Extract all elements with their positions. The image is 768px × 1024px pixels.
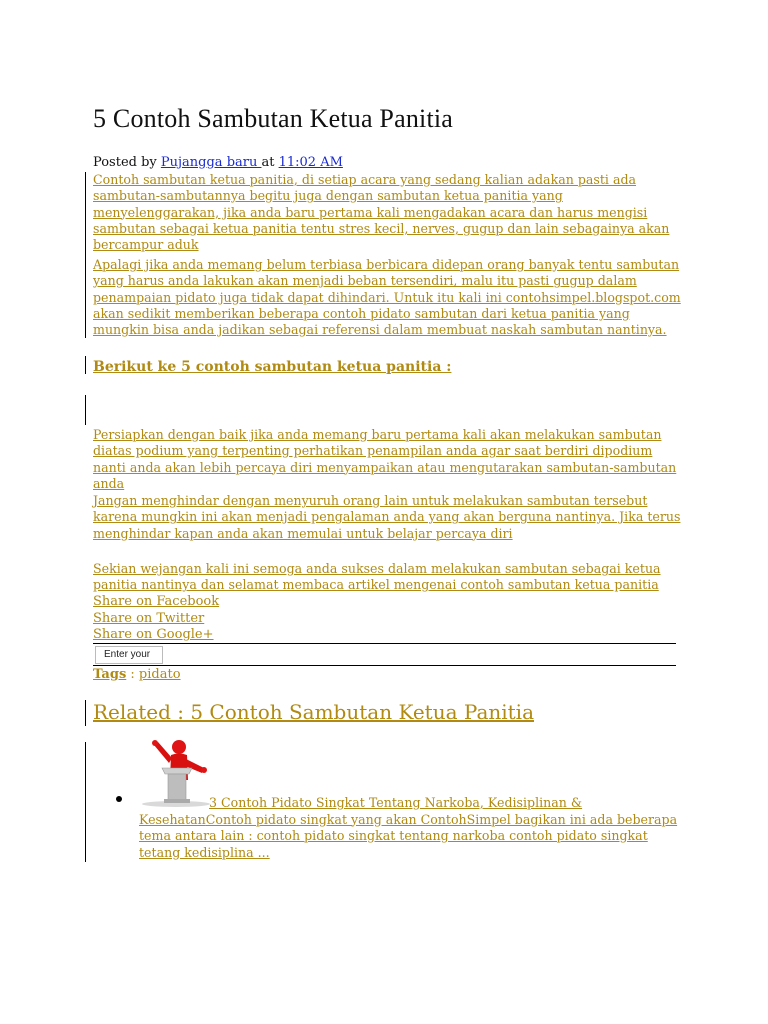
divider-bottom bbox=[93, 665, 676, 666]
closing-paragraph[interactable]: Sekian wejangan kali ini semoga anda sukses dalam melakukan sambutan sebagai ketua panitia nantinya dan selamat membaca artikel mengenai contoh sambutan ketua panitia bbox=[93, 561, 661, 593]
comment-input[interactable]: Enter your bbox=[95, 646, 163, 664]
tags-line bbox=[93, 667, 181, 682]
post-title: 5 Contoh Sambutan Ketua Panitia bbox=[93, 104, 454, 133]
tags-label: Tags bbox=[93, 667, 127, 682]
share-facebook-link[interactable]: Share on Facebook bbox=[93, 594, 220, 609]
left-border-list bbox=[85, 742, 86, 862]
intro-paragraph-2[interactable]: Apalagi jika anda memang belum terbiasa berbicara didepan orang banyak tentu sambutan yang harus anda lakukan akan menjadi beban tersendiri, malu itu pasti gugup dalam penampaian pidato juga tidak dapat dihindari. Untuk itu kali ini contohsimpel.blogspot.com akan sedikit memberikan beberapa contoh pidato sambutan dari ketua panitia yang mungkin bisa anda jadikan sebagai referensi dalam membuat naskah sambutan nantinya. bbox=[93, 257, 681, 338]
share-twitter-link[interactable]: Share on Twitter bbox=[93, 611, 205, 626]
list-bullet bbox=[116, 796, 122, 802]
related-item-title[interactable]: 3 Contoh Pidato Singkat Tentang Narkoba, Kedisiplinan & Kesehatan bbox=[139, 795, 583, 827]
tip-paragraph-2[interactable]: Jangan menghindar dengan menyuruh orang lain untuk melakukan sambutan tersebut karena mungkin ini akan menjadi pengalaman anda yang akan berguna nantinya. Jika terus menghindar kapan anda akan memulai untuk belajar percaya diri bbox=[93, 493, 681, 541]
tag-link-pidato[interactable]: pidato bbox=[138, 667, 181, 682]
related-item-excerpt[interactable]: Contoh pidato singkat yang akan ContohSimpel bagikan ini ada beberapa tema antara lain : contoh pidato singkat tentang narkoba contoh pidato singkat tetang kedisiplina ... bbox=[139, 811, 678, 860]
left-border-related bbox=[85, 700, 86, 726]
share-google-link[interactable]: Share on Google+ bbox=[93, 627, 214, 642]
left-border-subhead bbox=[85, 356, 86, 374]
tip-paragraph-1[interactable]: Persiapkan dengan baik jika anda memang baru pertama kali akan melakukan sambutan diatas podium yang terpenting perhatikan penampilan anda agar saat berdiri dipodium nanti anda akan lebih percaya diri menyampaikan atau mengutarakan sambutan-sambutan anda bbox=[93, 427, 677, 491]
time-link[interactable]: 11:02 AM bbox=[278, 155, 343, 170]
byline-at: at bbox=[261, 155, 279, 170]
left-border-top bbox=[85, 172, 86, 338]
tags-sep: : bbox=[126, 667, 139, 682]
left-border-mid bbox=[85, 395, 86, 425]
related-item[interactable] bbox=[139, 795, 679, 861]
list-subheading[interactable]: Berikut ke 5 contoh sambutan ketua panitia : bbox=[93, 359, 452, 375]
byline-prefix: Posted by bbox=[93, 155, 161, 170]
related-heading[interactable]: Related : 5 Contoh Sambutan Ketua Panitia bbox=[93, 700, 534, 724]
byline bbox=[93, 155, 343, 170]
author-link[interactable]: Pujangga baru bbox=[160, 155, 262, 170]
intro-paragraph-1[interactable]: Contoh sambutan ketua panitia, di setiap acara yang sedang kalian adakan pasti ada sambutan-sambutannya begitu juga dengan sambutan ketua panitia yang menyelenggarakan, jika anda baru pertama kali mengadakan acara dan harus mengisi sambutan sebagai ketua panitia tentu stres kecil, nerves, gugup dan lain sebagainya akan bercampur aduk bbox=[93, 172, 670, 253]
divider-top bbox=[93, 643, 676, 644]
